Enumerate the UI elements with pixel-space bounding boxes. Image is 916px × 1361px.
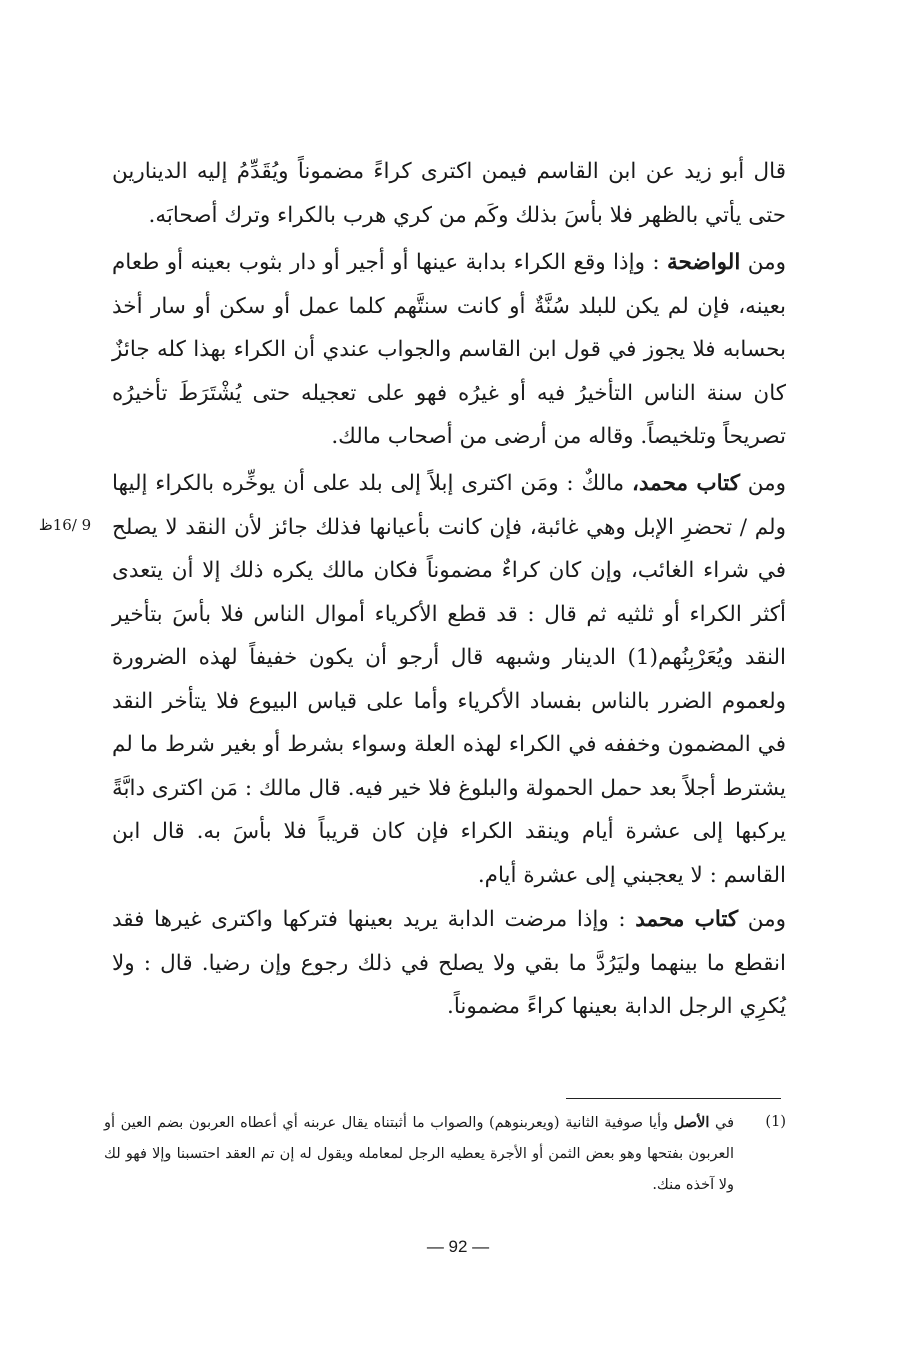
paragraph-3-lead: ومن <box>747 471 786 496</box>
footnote-prefix: في <box>715 1115 735 1131</box>
manuscript-folio-note: 9 /16ظ <box>38 516 92 534</box>
footnote-source: الأصل <box>673 1114 710 1131</box>
paragraph-3-source: كتاب محمد، <box>631 471 740 496</box>
paragraph-4-source: كتاب محمد <box>635 907 739 932</box>
paragraph-3 <box>112 462 786 897</box>
paragraph-3-text: مالكٌ : ومَن اكترى إبلاً إلى بلد على أن يوخِّره بالكراء إليها ولم / تحضرِ الإبل وهي غائبة، فإن كانت بأعيانها فذلك جائز لأن النقد لا يصلح في شراء الغائب، وإن كان كراءٌ مضموناً فكان مالك يكره ذلك إلا أن يتعدى أكثر الكراء أو ثلثيه ثم قال : قد قطع الأكرياء أموال الناس فلا بأسَ بتأخير النقد ويُعَرْبِنُهم(1) الدينار وشبهه قال أرجو أن يكون خفيفاً لهذه الضرورة ولعموم الضرر بالناس بفساد الأكرياء وأما على قياس البيوع فلا يتأخر النقد في المضمون وخففه في الكراء لهذه العلة وسواء بشرط أو بغير شرط ما لم يشترط أجلاً بعد حمل الحمولة والبلوغ فلا خير فيه. قال مالك : مَن اكترى دابَّةً يركبها إلى عشرة أيام وينقد الكراء فإن كان قريباً فلا بأسَ به. قال ابن القاسم : لا يعجبني إلى عشرة أيام. <box>112 471 786 888</box>
paragraph-4-text: : وإذا مرضت الدابة يريد بعينها فتركها واكترى غيرها فقد انقطع ما بينهما وليَرُدَّ ما بقي ولا يصلح في ذلك رجوع وإن رضيا. قال : ولا يُكرِي الرجل الدابة بعينها كراءً مضموناً. <box>112 907 786 1019</box>
paragraph-4-lead: ومن <box>747 907 787 932</box>
footnote <box>104 1107 786 1201</box>
paragraph-4 <box>112 898 786 1029</box>
page-number: — 92 — <box>426 1237 490 1256</box>
paragraph-2 <box>112 241 786 459</box>
paragraph-2-text: : وإذا وقع الكراء بدابة عينها أو أجير أو دار بثوب بعينه أو طعام بعينه، فإن لم يكن للبلد سُنَّةٌ أو كانت سنتَّهم كلما عمل أو سكن أو سار أخذ بحسابه فلا يجوز في قول ابن القاسم والجواب عندي أن الكراء بهذا كله جائزٌ كان سنة الناس التأخيرُ فيه أو غيرُه فهو على تعجيله حتى يُشْتَرَطَ تأخيرُه تصريحاً وتلخيصاً. وقاله من أرضى من أصحاب مالك. <box>112 250 786 449</box>
paragraph-2-lead: ومن <box>747 250 786 275</box>
paragraph-2-source: الواضحة <box>667 250 741 275</box>
paragraph-1 <box>112 150 786 237</box>
paragraph-1-text: قال أبو زيد عن ابن القاسم فيمن اكترى كراءً مضموناً ويُقَدِّمُ إليه الدينارين حتى يأتي بالظهر فلا بأسَ بذلك وكَم من كري هرب بالكراء وترك أصحابَه. <box>112 159 786 228</box>
footnote-divider <box>566 1098 781 1099</box>
footnote-text: وأيا صوفية الثانية (ويعربنوهم) والصواب ما أثبتناه يقال عربنه أي أعطاه العربون بضم العين أو العربون بفتحها وهو بعض الثمن أو الأجرة يعطيه الرجل لمعامله ويقول له إن تم العقد احتسبنا وإلا فهو لك ولا آخذه منك. <box>104 1115 734 1193</box>
footnote-number: (1) <box>765 1114 786 1130</box>
